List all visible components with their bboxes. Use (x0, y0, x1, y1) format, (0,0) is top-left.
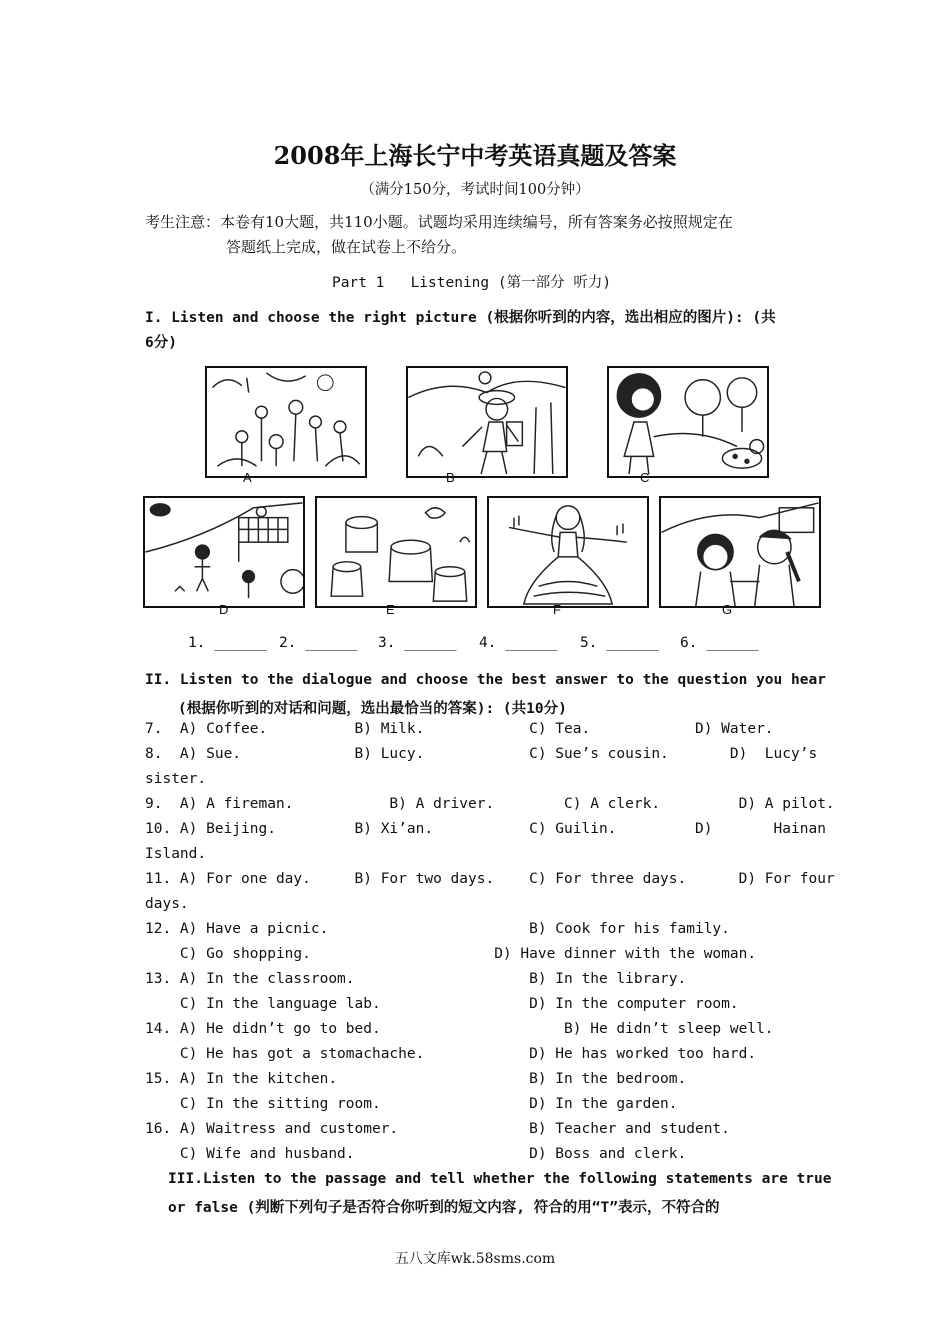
hiker-icon (408, 368, 566, 476)
picture-label-e: E (386, 602, 395, 617)
volleyball-icon (145, 498, 303, 606)
section-2-heading-line-2: (根据你听到的对话和问题，选出最恰当的答案): (共10分) (178, 701, 567, 717)
question-line: 15. A) In the kitchen. B) In the bedroom. (145, 1071, 687, 1087)
flower-garden-icon (207, 368, 365, 476)
picture-label-c: C (640, 470, 650, 485)
boy-girl-icon (661, 498, 819, 606)
boy-and-girl-picture (659, 496, 821, 608)
question-line: 8. A) Sue. B) Lucy. C) Sue’s cousin. D) Lucy’s (145, 746, 818, 762)
picture-label-g: G (722, 602, 733, 617)
question-line: C) Wife and husband. D) Boss and clerk. (145, 1146, 687, 1162)
notice-line-2: 答题纸上完成，做在试卷上不给分。 (226, 238, 467, 256)
answer-blank-1[interactable]: 1. ______ (188, 635, 267, 651)
page-title: 2008年上海长宁中考英语真题及答案 (273, 141, 677, 170)
part-heading: Part 1 Listening (第一部分 听力) (332, 275, 612, 291)
question-line: C) He has got a stomachache. D) He has worked too hard. (145, 1046, 757, 1062)
section-3-heading-line-2: or false (判断下列句子是否符合你听到的短文内容, 符合的用“T”表示，不符合的 (168, 1200, 720, 1216)
answer-blank-5[interactable]: 5. ______ (580, 635, 659, 651)
notice-line-1: 考生注意：本卷有10大题，共110小题。试题均采用连续编号，所有答案务必按照规定在 (145, 213, 733, 231)
girl-walking-dog-picture (607, 366, 769, 478)
page-footer: 五八文库wk.58sms.com (394, 1251, 556, 1267)
section-2-heading-line-1: II. Listen to the dialogue and choose the best answer to the question you hear (145, 672, 826, 688)
page-subtitle: （满分150分，考试时间100分钟） (360, 182, 590, 198)
question-line: sister. (145, 771, 207, 787)
question-line: C) In the sitting room. D) In the garden. (145, 1096, 678, 1112)
question-line: Island. (145, 846, 207, 862)
answer-blank-4[interactable]: 4. ______ (479, 635, 558, 651)
question-line: 13. A) In the classroom. B) In the library. (145, 971, 687, 987)
section-1-heading-line-1: I. Listen and choose the right picture (根据你听到的内容，选出相应的图片): (共 (145, 310, 776, 326)
dancing-girl-icon (489, 498, 647, 606)
section-1-heading-line-2: 6分) (145, 335, 177, 351)
section-3-heading-line-1: III.Listen to the passage and tell whether the following statements are true (168, 1171, 832, 1187)
picture-label-d: D (219, 602, 229, 617)
answer-blank-6[interactable]: 6. ______ (680, 635, 759, 651)
answer-blank-2[interactable]: 2. ______ (279, 635, 358, 651)
picture-label-a: A (243, 470, 252, 485)
girl-dog-icon (609, 368, 767, 476)
question-line: 10. A) Beijing. B) Xi’an. C) Guilin. D) Hainan (145, 821, 826, 837)
question-line: C) In the language lab. D) In the computer room. (145, 996, 739, 1012)
question-line: 9. A) A fireman. B) A driver. C) A clerk. D) A pilot. (145, 796, 835, 812)
answer-blank-3[interactable]: 3. ______ (378, 635, 457, 651)
tree-stumps-picture (315, 496, 477, 608)
hiker-picture (406, 366, 568, 478)
dancing-girl-picture (487, 496, 649, 608)
question-line: days. (145, 896, 189, 912)
question-line: 12. A) Have a picnic. B) Cook for his family. (145, 921, 730, 937)
question-line: C) Go shopping. D) Have dinner with the woman. (145, 946, 757, 962)
picture-label-f: F (553, 602, 561, 617)
question-line: 16. A) Waitress and customer. B) Teacher and student. (145, 1121, 730, 1137)
question-line: 14. A) He didn’t go to bed. B) He didn’t sleep well. (145, 1021, 774, 1037)
picture-label-b: B (446, 470, 455, 485)
flower-garden-picture (205, 366, 367, 478)
tree-stumps-icon (317, 498, 475, 606)
question-line: 11. A) For one day. B) For two days. C) For three days. D) For four (145, 871, 835, 887)
question-line: 7. A) Coffee. B) Milk. C) Tea. D) Water. (145, 721, 774, 737)
beach-volleyball-picture (143, 496, 305, 608)
